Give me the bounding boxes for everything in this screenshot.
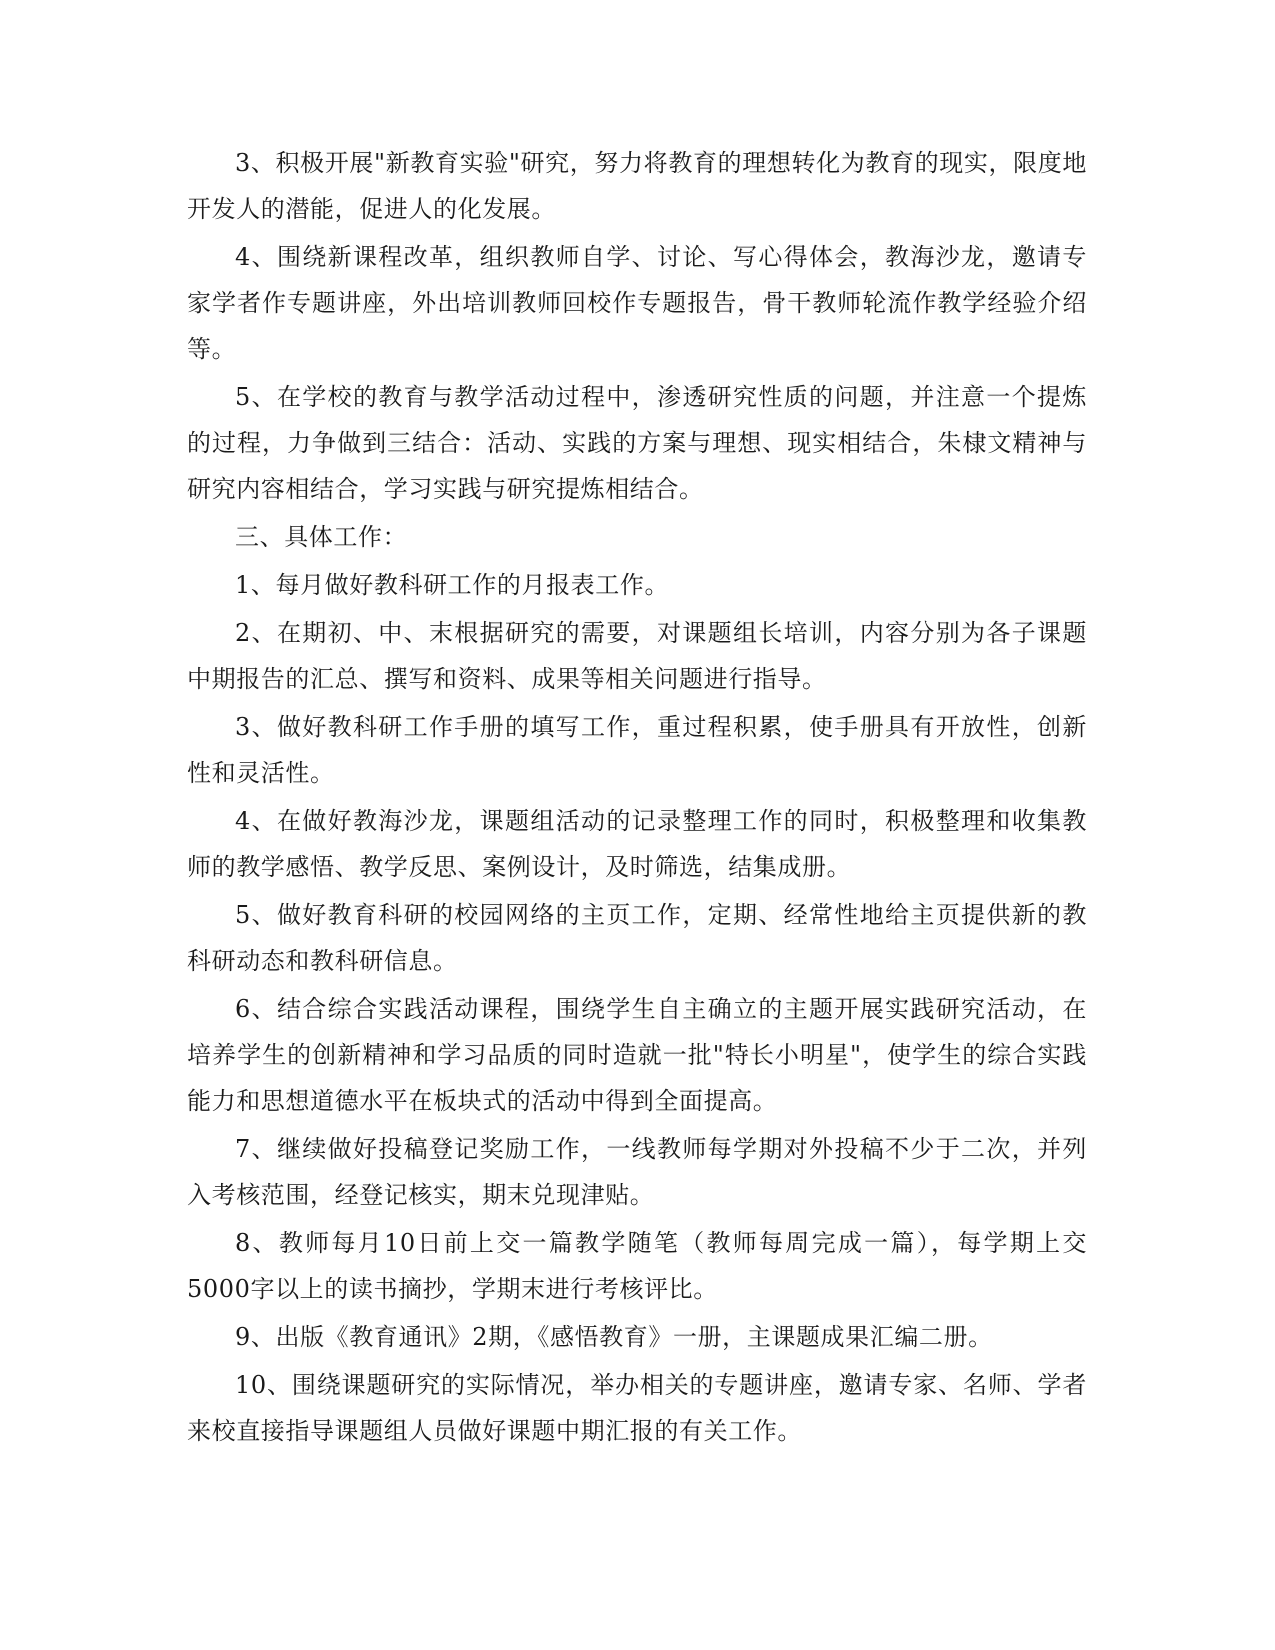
paragraph-item-5-three-combinations: 5、在学校的教育与教学活动过程中，渗透研究性质的问题，并注意一个提炼的过程，力争做到三结合：活动、实践的方案与理想、现实相结合，朱棣文精神与研究内容相结合，学习实践与研究提炼相结合。 (187, 383, 1087, 503)
paragraph-work-2-leader-training: 2、在期初、中、末根据研究的需要，对课题组长培训，内容分别为各子课题中期报告的汇总、撰写和资料、成果等相关问题进行指导。 (187, 619, 1087, 693)
paragraph-work-10-lectures: 10、围绕课题研究的实际情况，举办相关的专题讲座，邀请专家、名师、学者来校直接指导课题组人员做好课题中期汇报的有关工作。 (187, 1371, 1087, 1445)
paragraph-work-9-publications: 9、出版《教育通讯》2期，《感悟教育》一册，主课题成果汇编二册。 (235, 1323, 993, 1351)
section-heading-specific-work: 三、具体工作： (235, 523, 408, 551)
paragraph-work-8-teaching-essays: 8、教师每月10日前上交一篇教学随笔（教师每周完成一篇），每学期上交5000字以上的读书摘抄，学期末进行考核评比。 (187, 1229, 1087, 1303)
paragraph-item-3-new-education: 3、积极开展"新教育实验"研究，努力将教育的理想转化为教育的现实，限度地开发人的潜能，促进人的化发展。 (187, 149, 1087, 223)
paragraph-work-7-submission-rewards: 7、继续做好投稿登记奖励工作，一线教师每学期对外投稿不少于二次，并列入考核范围，经登记核实，期末兑现津贴。 (187, 1135, 1087, 1209)
paragraph-work-5-homepage: 5、做好教育科研的校园网络的主页工作，定期、经常性地给主页提供新的教科研动态和教科研信息。 (187, 901, 1087, 975)
document-body (187, 140, 1087, 1456)
paragraph-work-4-records: 4、在做好教海沙龙，课题组活动的记录整理工作的同时，积极整理和收集教师的教学感悟、教学反思、案例设计，及时筛选，结集成册。 (187, 807, 1087, 881)
paragraph-work-1-monthly-report: 1、每月做好教科研工作的月报表工作。 (235, 571, 670, 599)
paragraph-work-6-practice-activities: 6、结合综合实践活动课程，围绕学生自主确立的主题开展实践研究活动，在培养学生的创新精神和学习品质的同时造就一批"特长小明星"，使学生的综合实践能力和思想道德水平在板块式的活动中得到全面提高。 (187, 995, 1087, 1115)
paragraph-item-4-curriculum-reform: 4、围绕新课程改革，组织教师自学、讨论、写心得体会，教海沙龙，邀请专家学者作专题讲座，外出培训教师回校作专题报告，骨干教师轮流作教学经验介绍等。 (187, 243, 1087, 363)
paragraph-work-3-handbook: 3、做好教科研工作手册的填写工作，重过程积累，使手册具有开放性，创新性和灵活性。 (187, 713, 1087, 787)
